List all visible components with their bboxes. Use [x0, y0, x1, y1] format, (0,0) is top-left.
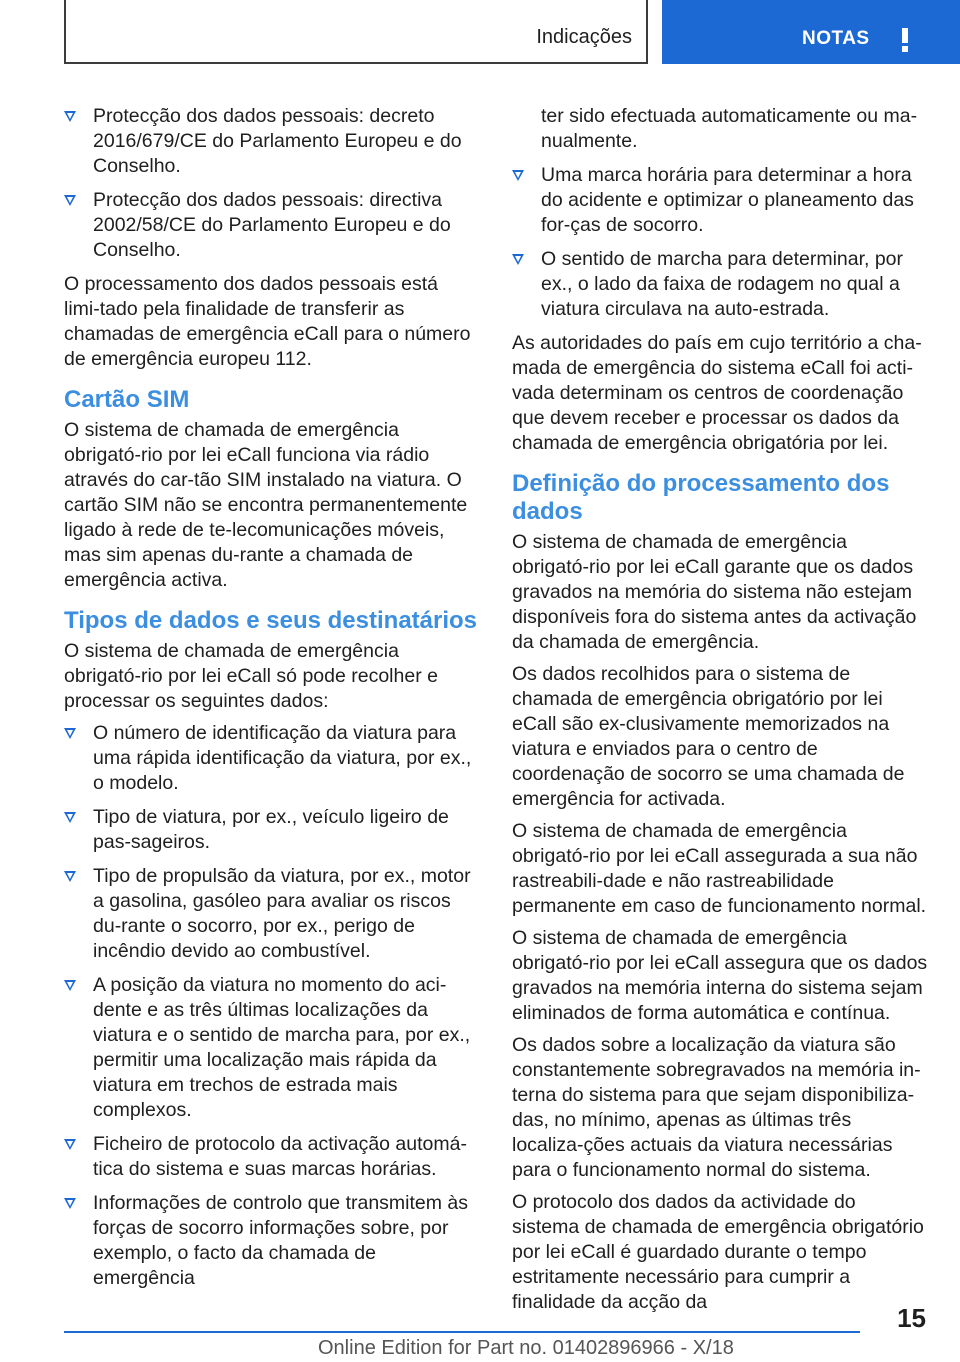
list-item: Informações de controlo que transmitem às forças de socorro informações sobre, por exemplo, o facto da chamada de emergência [64, 1191, 478, 1291]
right-column [512, 104, 928, 1322]
list-item: O sentido de marcha para determinar, por ex., o lado da faixa de rodagem no qual a viatura circulava na auto-estrada. [512, 247, 928, 322]
footer-edition: Online Edition for Part no. 01402896966 - X/18 [318, 1337, 734, 1359]
bullet-list-right [512, 163, 928, 322]
notes-tab-label: NOTAS [802, 28, 870, 49]
exclamation-icon [900, 28, 910, 52]
triangle-bullet-icon [64, 1198, 76, 1209]
paragraph-data-types: O sistema de chamada de emergência obrigató-rio por lei eCall só pode recolher e processar os seguintes dados: [64, 640, 438, 712]
paragraph-sim: O sistema de chamada de emergência obrigató-rio por lei eCall funciona via rádio através do car-tão SIM instalado na viatura. O cartão SIM não se encontra permanentemente ligado à rede de te-lecomunicações móveis, mas sim apenas du-rante a chamada de emergência activa. [64, 419, 468, 591]
paragraph: O sistema de chamada de emergência obrigató-rio por lei eCall garante que os dados gravados na memória do sistema não estejam disponíveis fora do sistema antes da activação da chamada de emergência. [512, 531, 917, 653]
page-number: 15 [897, 1303, 926, 1333]
triangle-bullet-icon [64, 980, 76, 991]
paragraph-authorities: As autoridades do país em cujo território a cha-mada de emergência do sistema eCall foi acti-vada determinam os centros de coordenação que devem receber e processar os dados da chamada de emergência obrigatória por lei. [512, 332, 922, 454]
paragraph: O sistema de chamada de emergência obrigató-rio por lei eCall assegurada a sua não rastreabili-dade e não rastreabilidade permanente em caso de funcionamento normal. [512, 820, 927, 917]
triangle-bullet-icon [64, 812, 76, 823]
heading-data-types: Tipos de dados e seus destinatários [64, 607, 478, 634]
notes-tab[interactable] [662, 0, 960, 64]
triangle-bullet-icon [512, 170, 524, 181]
triangle-bullet-icon [64, 111, 76, 122]
list-item: O número de identificação da viatura para uma rápida identificação da viatura, por ex., o modelo. [64, 721, 478, 796]
left-column [64, 104, 478, 1300]
footer-divider [64, 1331, 860, 1333]
list-item: Protecção dos dados pessoais: decreto 2016/679/CE do Parlamento Europeu e do Conselho. [64, 104, 478, 179]
bullet-list-legal [64, 104, 478, 263]
list-item: Uma marca horária para determinar a hora do acidente e optimizar o planeamento das for-ças de socorro. [512, 163, 928, 238]
triangle-bullet-icon [64, 1139, 76, 1150]
paragraph: O protocolo dos dados da actividade do sistema de chamada de emergência obrigatório por lei eCall é guardado durante o tempo estritamente necessário para cumprir a finalidade da acção da [512, 1191, 924, 1313]
section-title: Indicações [536, 26, 632, 48]
paragraph: Os dados recolhidos para o sistema de chamada de emergência obrigatório por lei eCall são ex-clusivamente memorizados na viatura e enviados para o centro de coordenação de socorro se uma chamada de emergência for activada. [512, 663, 905, 810]
list-item: Protecção dos dados pessoais: directiva 2002/58/CE do Parlamento Europeu e do Conselho. [64, 188, 478, 263]
bullet-list-data-types [64, 721, 478, 1291]
heading-data-processing: Definição do processamento dos dados [512, 470, 890, 525]
triangle-bullet-icon [64, 728, 76, 739]
list-item: A posição da viatura no momento do aci-dente e as três últimas localizações da viatura e o sentido de marcha para, por ex., permitir uma localização mais rápida da viatura em trechos de estrada mais complexos. [64, 973, 478, 1123]
triangle-bullet-icon [64, 871, 76, 882]
list-item: Tipo de viatura, por ex., veículo ligeiro de pas-sageiros. [64, 805, 478, 855]
header-section-box [64, 0, 648, 64]
bullet-continuation: ter sido efectuada automaticamente ou ma-nualmente. [541, 105, 918, 152]
triangle-bullet-icon [64, 195, 76, 206]
heading-sim-card: Cartão SIM [64, 386, 190, 413]
list-item: Ficheiro de protocolo da activação automá-tica do sistema e suas marcas horárias. [64, 1132, 478, 1182]
list-item: Tipo de propulsão da viatura, por ex., motor a gasolina, gasóleo para avaliar os riscos du-rante o socorro, por ex., perigo de incêndio devido ao combustível. [64, 864, 478, 964]
paragraph: Os dados sobre a localização da viatura são constantemente sobregravados na memória in-terna do sistema para que sejam disponibiliza-das, no mínimo, apenas as últimas três localiza-ções actuais da viatura necessárias para o funcionamento normal do sistema. [512, 1034, 921, 1181]
paragraph-processing: O processamento dos dados pessoais está limi-tado pela finalidade de transferir as chamadas de emergência eCall para o número de emergência europeu 112. [64, 273, 471, 370]
triangle-bullet-icon [512, 254, 524, 265]
paragraph: O sistema de chamada de emergência obrigató-rio por lei eCall assegura que os dados gravados na memória interna do sistema sejam eliminados de forma automática e contínua. [512, 927, 928, 1024]
